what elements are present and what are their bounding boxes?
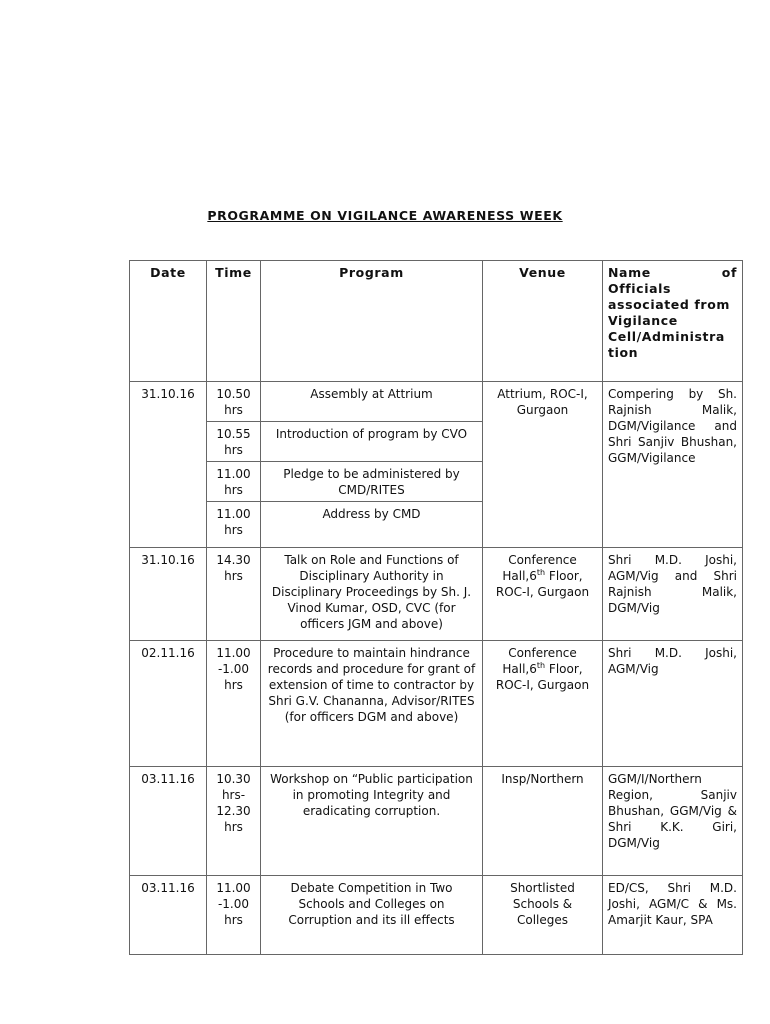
row1-officials: Compering by Sh. Rajnish Malik, DGM/Vigilance and Shri Sanjiv Bhushan, GGM/Vigilance: [603, 382, 743, 548]
row1-item2-program: Introduction of program by CVO: [261, 422, 483, 462]
row1-item4-program: Address by CMD: [261, 502, 483, 548]
table-row: [130, 876, 743, 955]
table-row: [130, 767, 743, 876]
programme-table: [129, 260, 743, 955]
row4-program: Workshop on “Public participation in promoting Integrity and eradicating corruption.: [261, 767, 483, 876]
row1-item4-time: 11.00 hrs: [207, 502, 261, 548]
row5-date: 03.11.16: [130, 876, 207, 955]
row1-item3-time: 11.00 hrs: [207, 462, 261, 502]
row1-item3-program: Pledge to be administered by CMD/RITES: [261, 462, 483, 502]
header-officials-line1: Name of: [608, 265, 737, 280]
row5-program: Debate Competition in Two Schools and Colleges on Corruption and its ill effects: [261, 876, 483, 955]
row2-program: Talk on Role and Functions of Disciplinary Authority in Disciplinary Proceedings by Sh. J. Vinod Kumar, OSD, CVC (for officers JGM and above): [261, 548, 483, 641]
table-row: [130, 641, 743, 767]
table-row: [130, 548, 743, 641]
row4-time: 10.30 hrs- 12.30 hrs: [207, 767, 261, 876]
row2-venue: [483, 548, 603, 641]
row4-date: 03.11.16: [130, 767, 207, 876]
document-title: PROGRAMME ON VIGILANCE AWARENESS WEEK: [207, 208, 563, 223]
header-row: [130, 261, 743, 382]
row1-item2-time: 10.55 hrs: [207, 422, 261, 462]
row1-venue: Attrium, ROC-I, Gurgaon: [483, 382, 603, 548]
row2-venue-post: Floor, ROC-I, Gurgaon: [495, 569, 590, 599]
row2-time: 14.30 hrs: [207, 548, 261, 641]
header-venue: Venue: [483, 261, 603, 382]
header-officials: [603, 261, 743, 382]
row3-date: 02.11.16: [130, 641, 207, 767]
row3-program: Procedure to maintain hindrance records and procedure for grant of extension of time to contractor by Shri G.V. Chananna, Advisor/RITES (for officers DGM and above): [261, 641, 483, 767]
header-time: Time: [207, 261, 261, 382]
row3-time: 11.00 -1.00 hrs: [207, 641, 261, 767]
row2-venue-sup: th: [536, 568, 546, 577]
row2-date: 31.10.16: [130, 548, 207, 641]
row1-item1-program: Assembly at Attrium: [261, 382, 483, 422]
row2-officials: Shri M.D. Joshi, AGM/Vig and Shri Rajnish Malik, DGM/Vig: [603, 548, 743, 641]
row3-venue-pre: Conference Hall,6: [502, 646, 577, 676]
row4-officials: GGM/I/Northern Region, Sanjiv Bhushan, GGM/Vig & Shri K.K. Giri, DGM/Vig: [603, 767, 743, 876]
table-row: [130, 382, 743, 422]
row2-venue-pre: Conference Hall,6: [502, 553, 577, 583]
row3-venue-sup: th: [536, 661, 546, 670]
row5-officials: ED/CS, Shri M.D. Joshi, AGM/C & Ms. Amarjit Kaur, SPA: [603, 876, 743, 955]
row3-venue: [483, 641, 603, 767]
row5-venue: Shortlisted Schools & Colleges: [483, 876, 603, 955]
row1-item1-time: 10.50 hrs: [207, 382, 261, 422]
row1-date: 31.10.16: [130, 382, 207, 548]
header-program: Program: [261, 261, 483, 382]
header-date: Date: [130, 261, 207, 382]
row3-venue-post: Floor, ROC-I, Gurgaon: [495, 662, 590, 692]
row3-officials: Shri M.D. Joshi, AGM/Vig: [603, 641, 743, 767]
row4-venue: Insp/Northern: [483, 767, 603, 876]
row5-time: 11.00 -1.00 hrs: [207, 876, 261, 955]
header-officials-rest: Officials associated from Vigilance Cell/Administra tion: [608, 281, 731, 360]
